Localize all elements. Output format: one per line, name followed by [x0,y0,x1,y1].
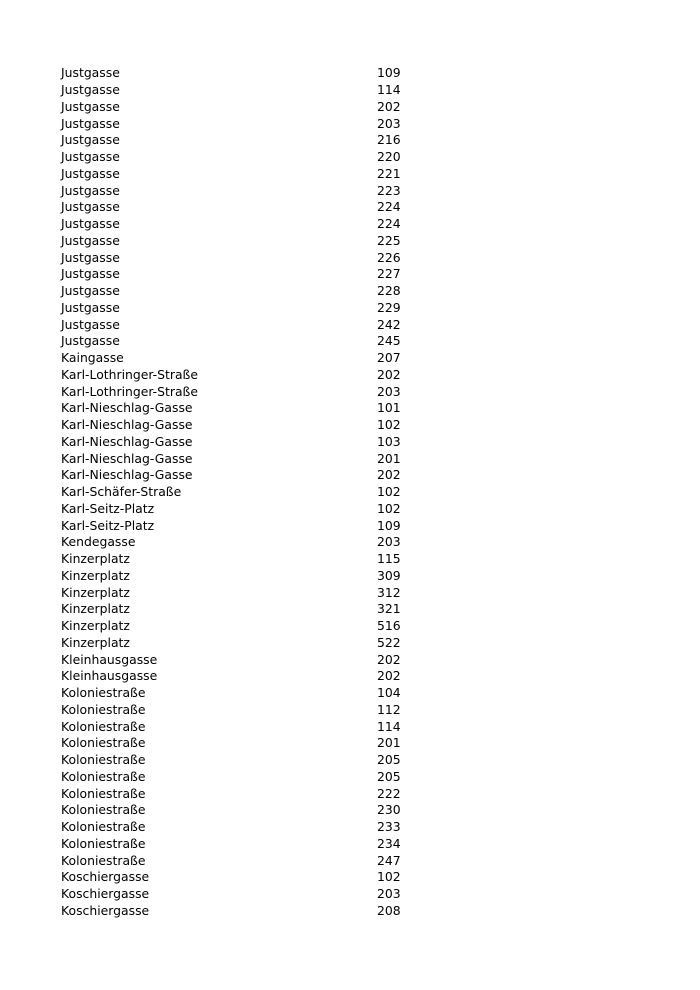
street-name-cell: Koloniestraße [61,835,146,851]
table-row [61,819,421,836]
street-name-cell: Justgasse [61,333,120,349]
street-name-cell: Justgasse [61,249,120,265]
house-number-cell: 222 [377,785,401,801]
table-row [61,651,421,668]
table-row [61,367,421,384]
street-name-cell: Koloniestraße [61,685,146,701]
table-row [61,802,421,819]
table-row [61,785,421,802]
table-row [61,869,421,886]
house-number-cell: 203 [377,886,401,902]
house-number-cell: 205 [377,752,401,768]
street-name-cell: Kendegasse [61,534,136,550]
house-number-cell: 224 [377,199,401,215]
street-name-cell: Koschiergasse [61,902,150,918]
house-number-cell: 224 [377,216,401,232]
table-row [61,149,421,166]
house-number-cell: 226 [377,249,401,265]
street-name-cell: Kinzerplatz [61,551,130,567]
house-number-cell: 114 [377,82,401,98]
house-number-cell: 233 [377,819,401,835]
street-name-cell: Koloniestraße [61,852,146,868]
house-number-cell: 216 [377,132,401,148]
house-number-cell: 205 [377,768,401,784]
table-row [61,199,421,216]
street-name-cell: Koloniestraße [61,802,146,818]
table-row [61,467,421,484]
house-number-cell: 202 [377,651,401,667]
street-name-cell: Koloniestraße [61,785,146,801]
table-row [61,752,421,769]
table-row [61,484,421,501]
table-row [61,635,421,652]
table-row [61,417,421,434]
street-name-cell: Karl-Seitz-Platz [61,517,155,533]
table-row [61,216,421,233]
street-name-cell: Kaingasse [61,350,124,366]
street-name-cell: Justgasse [61,216,120,232]
house-number-cell: 228 [377,283,401,299]
street-name-cell: Justgasse [61,316,120,332]
house-number-cell: 101 [377,400,401,416]
table-row [61,584,421,601]
street-name-cell: Justgasse [61,65,120,81]
table-row [61,769,421,786]
table-row [61,300,421,317]
table-row [61,601,421,618]
house-number-cell: 516 [377,618,401,634]
street-name-cell: Kinzerplatz [61,567,130,583]
house-number-cell: 312 [377,584,401,600]
table-row [61,266,421,283]
street-name-cell: Karl-Seitz-Platz [61,500,155,516]
street-name-cell: Justgasse [61,149,120,165]
house-number-cell: 247 [377,852,401,868]
house-number-cell: 103 [377,433,401,449]
house-number-cell: 227 [377,266,401,282]
street-name-cell: Koloniestraße [61,718,146,734]
table-row [61,383,421,400]
house-number-cell: 202 [377,98,401,114]
street-name-cell: Justgasse [61,266,120,282]
table-row [61,852,421,869]
table-row [61,718,421,735]
table-row [61,82,421,99]
street-name-cell: Karl-Nieschlag-Gasse [61,450,193,466]
house-number-cell: 202 [377,668,401,684]
house-number-cell: 321 [377,601,401,617]
table-row [61,568,421,585]
street-name-cell: Koloniestraße [61,701,146,717]
house-number-cell: 203 [377,534,401,550]
house-number-cell: 230 [377,802,401,818]
table-row [61,333,421,350]
street-name-cell: Karl-Nieschlag-Gasse [61,417,193,433]
street-name-cell: Kinzerplatz [61,634,130,650]
house-number-cell: 242 [377,316,401,332]
house-number-cell: 109 [377,65,401,81]
table-row [61,249,421,266]
table-row [61,233,421,250]
street-name-cell: Justgasse [61,132,120,148]
table-row [61,450,421,467]
house-number-cell: 202 [377,467,401,483]
table-row [61,283,421,300]
house-number-cell: 102 [377,417,401,433]
house-number-cell: 102 [377,484,401,500]
table-row [61,551,421,568]
house-number-cell: 207 [377,350,401,366]
house-number-cell: 102 [377,869,401,885]
table-row [61,618,421,635]
table-row [61,400,421,417]
house-number-cell: 223 [377,182,401,198]
street-name-cell: Justgasse [61,299,120,315]
house-number-cell: 114 [377,718,401,734]
table-row [61,65,421,82]
table-row [61,115,421,132]
table-row [61,99,421,116]
table-row [61,685,421,702]
table-row [61,434,421,451]
street-name-cell: Karl-Nieschlag-Gasse [61,467,193,483]
table-row [61,132,421,149]
street-name-cell: Justgasse [61,232,120,248]
address-table [61,65,421,919]
house-number-cell: 245 [377,333,401,349]
table-row [61,668,421,685]
street-name-cell: Kleinhausgasse [61,668,158,684]
house-number-cell: 208 [377,902,401,918]
table-row [61,735,421,752]
house-number-cell: 202 [377,366,401,382]
house-number-cell: 102 [377,500,401,516]
table-row [61,702,421,719]
table-row [61,501,421,518]
house-number-cell: 234 [377,835,401,851]
house-number-cell: 522 [377,634,401,650]
street-name-cell: Kinzerplatz [61,584,130,600]
table-row [61,534,421,551]
house-number-cell: 203 [377,115,401,131]
street-name-cell: Koschiergasse [61,886,150,902]
table-row [61,316,421,333]
house-number-cell: 104 [377,685,401,701]
house-number-cell: 115 [377,551,401,567]
street-name-cell: Karl-Nieschlag-Gasse [61,400,193,416]
street-name-cell: Karl-Nieschlag-Gasse [61,433,193,449]
street-name-cell: Koloniestraße [61,752,146,768]
house-number-cell: 203 [377,383,401,399]
street-name-cell: Justgasse [61,98,120,114]
street-name-cell: Koloniestraße [61,768,146,784]
street-name-cell: Karl-Lothringer-Straße [61,383,198,399]
street-name-cell: Justgasse [61,82,120,98]
street-name-cell: Justgasse [61,283,120,299]
street-name-cell: Justgasse [61,165,120,181]
street-name-cell: Koschiergasse [61,869,150,885]
street-name-cell: Karl-Lothringer-Straße [61,366,198,382]
table-row [61,836,421,853]
table-row [61,517,421,534]
street-name-cell: Koloniestraße [61,819,146,835]
house-number-cell: 220 [377,149,401,165]
street-name-cell: Justgasse [61,199,120,215]
street-name-cell: Justgasse [61,182,120,198]
street-name-cell: Justgasse [61,115,120,131]
house-number-cell: 201 [377,735,401,751]
house-number-cell: 201 [377,450,401,466]
street-name-cell: Kinzerplatz [61,601,130,617]
house-number-cell: 229 [377,299,401,315]
table-row [61,182,421,199]
house-number-cell: 221 [377,165,401,181]
street-name-cell: Koloniestraße [61,735,146,751]
house-number-cell: 309 [377,567,401,583]
house-number-cell: 112 [377,701,401,717]
table-row [61,350,421,367]
table-row [61,903,421,920]
street-name-cell: Kinzerplatz [61,618,130,634]
street-name-cell: Kleinhausgasse [61,651,158,667]
house-number-cell: 109 [377,517,401,533]
table-row [61,166,421,183]
table-row [61,886,421,903]
street-name-cell: Karl-Schäfer-Straße [61,484,182,500]
house-number-cell: 225 [377,232,401,248]
